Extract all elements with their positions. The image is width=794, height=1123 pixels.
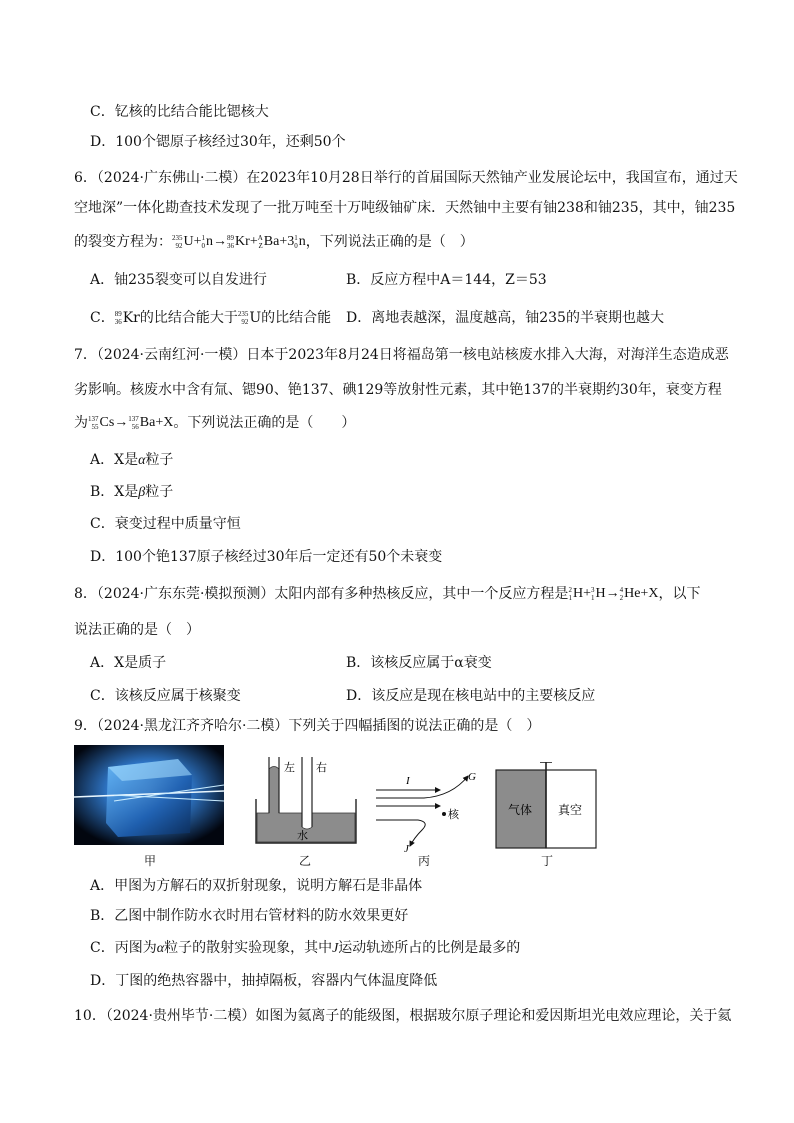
- q7-option-b: B．X是β粒子: [90, 484, 174, 500]
- label-vacuum: 真空: [558, 803, 583, 817]
- figure-bing-scattering: [372, 768, 482, 854]
- q6-stem-line1: 6．（2024·广东佛山·二模）在2023年10月28日举行的首届国际天然铀产业发展论坛中，我国宣布，通过天: [74, 170, 738, 186]
- label-i: I: [406, 775, 410, 787]
- label-gas: 气体: [508, 803, 533, 817]
- figure-ding-container: [494, 762, 598, 852]
- q6-stem-prefix: 的裂变方程为：: [74, 234, 172, 250]
- q9-option-c: C．丙图为α粒子的散射实验现象，其中J运动轨迹所占的比例是最多的: [90, 940, 521, 956]
- kr-symbol: Kr: [235, 234, 250, 249]
- q9-option-b: B．乙图中制作防水衣时用右管材料的防水效果更好: [90, 908, 409, 924]
- q5-option-c: C．钇核的比结合能比锶核大: [90, 104, 269, 120]
- q8-option-b: B．该核反应属于α衰变: [346, 655, 492, 671]
- q9-stem: 9．（2024·黑龙江齐齐哈尔·二模）下列关于四幅插图的说法正确的是（ ）: [74, 718, 541, 734]
- label-nucleus: 核: [448, 808, 459, 821]
- q7-stem-line1: 7．（2024·云南红河·一模）日本于2023年8月24日将福岛第一核电站核废水排入大海，对海洋生态造成恶: [74, 347, 729, 363]
- q6-stem-line2: 空地深”一体化勘查技术发现了一批万吨至十万吨级铀矿床．天然铀中主要有铀238和铀235，其中，铀235: [74, 200, 736, 216]
- n-symbol: n: [206, 234, 214, 249]
- q8-stem-line2: 说法正确的是（ ）: [74, 622, 200, 638]
- q7-stem-line3: 为 137 55 Cs→ 137 56 Ba+X。下列说法正确的是（ ）: [74, 414, 356, 431]
- cs-symbol: Cs: [99, 415, 115, 430]
- label-g: G: [468, 771, 476, 783]
- q8-option-d: D．该反应是现在核电站中的主要核反应: [346, 688, 596, 704]
- fusion-equation: 2 1 H+ 3 1 H→ 4 2 He+X: [568, 585, 659, 602]
- q6-stem-line3: [74, 232, 474, 252]
- u-z: 92: [175, 241, 183, 250]
- q8-option-a: A．X是质子: [90, 655, 167, 671]
- fission-equation: 235 92 U+ 1 0 n→ 89 36 Kr+ A Z Ba+3 1 0 n: [172, 233, 306, 250]
- q7-option-c: C．衰变过程中质量守恒: [90, 516, 241, 532]
- figure-yi-capillary: [252, 757, 362, 847]
- label-left: 左: [284, 761, 295, 774]
- q8-option-c: C．该核反应属于核聚变: [90, 688, 241, 704]
- q6-option-c: C． 89 36 Kr的比结合能大于 235 92 U的比结合能: [90, 309, 332, 326]
- u-mass: 235: [172, 233, 183, 242]
- label-right: 右: [316, 761, 327, 774]
- figure-jia-calcite: [74, 745, 224, 845]
- label-j: J: [404, 843, 409, 854]
- u-symbol: U: [183, 234, 194, 249]
- q6-option-d: D．离地表越深，温度越高，铀235的半衰期也越大: [346, 310, 664, 326]
- q10-stem-line1: 10．（2024·贵州毕节·二模）如图为氦离子的能级图，根据玻尔原子理论和爱因斯坦光电效应理论，关于氦: [74, 1008, 732, 1024]
- q6-stem-suffix: ，下列说法正确的是（ ）: [305, 234, 474, 250]
- q7-option-d: D．100个铯137原子核经过30年后一定还有50个未衰变: [90, 549, 443, 565]
- caption-ding: 丁: [541, 854, 554, 868]
- q9-option-a: A．甲图为方解石的双折射现象，说明方解石是非晶体: [90, 878, 423, 894]
- q7-option-a: A．X是α粒子: [90, 452, 174, 468]
- q5-option-d: D．100个锶原子核经过30年，还剩50个: [90, 134, 346, 150]
- ba-symbol: Ba: [263, 234, 280, 249]
- label-water: 水: [297, 829, 308, 842]
- q7-stem-line2: 劣影响。核废水中含有氚、锶90、铯137、碘129等放射性元素，其中铯137的半衰期约30年，衰变方程: [74, 382, 722, 398]
- q6-option-b: B．反应方程中A＝144，Z＝53: [346, 272, 547, 288]
- caption-yi: 乙: [299, 854, 312, 868]
- q9-option-d: D．丁图的绝热容器中，抽掉隔板，容器内气体温度降低: [90, 973, 438, 989]
- caption-bing: 丙: [418, 854, 431, 868]
- q8-stem-line1: 8．（2024·广东东莞·模拟预测）太阳内部有多种热核反应，其中一个反应方程是 2 1 H+ 3 1 H→ 4 2 He+X，以下: [74, 585, 701, 602]
- caption-jia: 甲: [144, 854, 157, 868]
- decay-equation: 137 55 Cs→ 137 56 Ba+X: [88, 414, 174, 431]
- q6-option-a: A．铀235裂变可以自发进行: [90, 272, 267, 288]
